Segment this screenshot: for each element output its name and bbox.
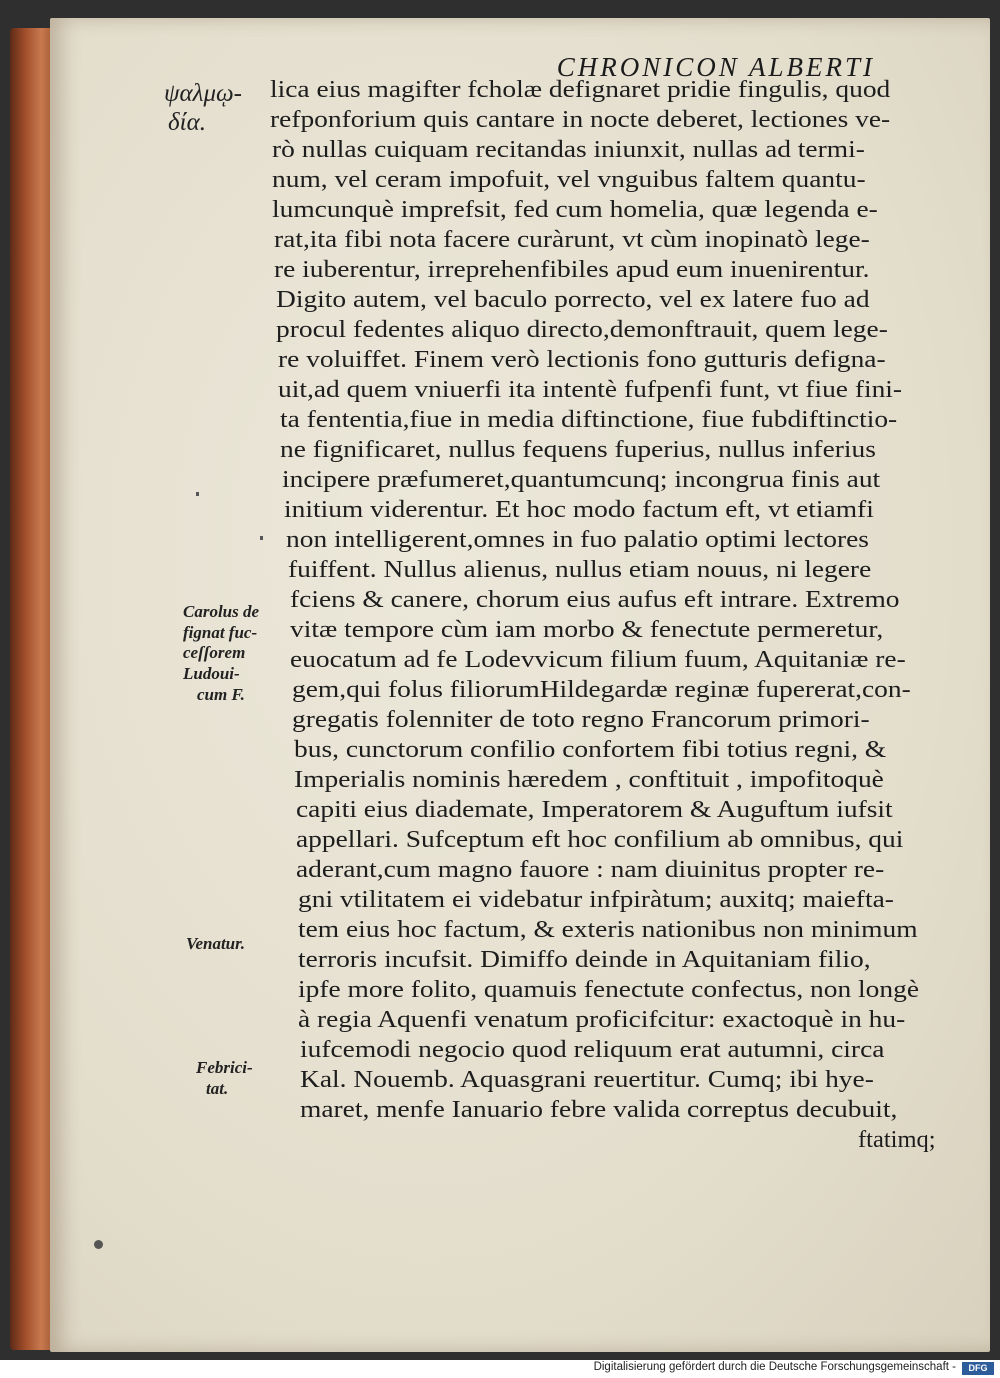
text-line: terroris incufsit. Dimiffo deinde in Aquitaniam filio, — [298, 946, 871, 973]
margin-note-carolus — [183, 602, 259, 706]
text-line: maret, menfe Ianuario febre valida correptus decubuit, — [300, 1096, 898, 1123]
text-line: à regia Aquenfi venatum proficifcitur: exactoquè in hu- — [298, 1006, 906, 1033]
text-line: re voluiffet. Finem verò lectionis fono gutturis defigna- — [278, 346, 886, 373]
ink-mark — [196, 492, 199, 496]
text-line: non intelligerent,omnes in fuo palatio optimi lectores — [286, 526, 869, 553]
text-line: bus, cunctorum confilio confortem fibi totius regni, & — [294, 736, 887, 763]
dfg-logo: DFG — [962, 1362, 994, 1375]
margin-note-greek — [164, 80, 242, 138]
text-line: initium viderentur. Et hoc modo factum eft, vt etiamfi — [284, 496, 874, 523]
margin-note-line: cum F. — [197, 684, 245, 704]
text-line: incipere præfumeret,quantumcunq; incongrua finis aut — [282, 466, 881, 493]
ink-spot — [94, 1240, 103, 1249]
text-line: ta fententia,fiue in media diftinctione, fiue fubdiftinctio- — [280, 406, 898, 433]
text-line: refponforium quis cantare in nocte deberet, lectiones ve- — [270, 106, 891, 133]
text-line: rò nullas cuiquam recitandas iniunxit, nullas ad termi- — [272, 136, 865, 163]
ink-mark — [260, 536, 263, 540]
margin-note-line: tat. — [206, 1078, 229, 1098]
text-line: iufcemodi negocio quod reliquum erat autumni, circa — [300, 1036, 885, 1063]
margin-note-line: Ludoui- — [183, 664, 240, 684]
text-line: lumcunquè imprefsit, fed cum homelia, quæ legenda e- — [272, 196, 878, 223]
text-line: fciens & canere, chorum eius aufus eft intrare. Extremo — [290, 586, 900, 613]
margin-note-line: ψαλμῳ- — [164, 80, 243, 107]
text-line: gem,qui folus filiorumHildegardæ reginæ fupererat,con- — [292, 676, 911, 703]
text-line: ftatimq; — [858, 1126, 936, 1153]
margin-note-line: Carolus de — [183, 602, 260, 621]
margin-note-febricitat — [196, 1058, 253, 1099]
text-line: appellari. Sufceptum eft hoc confilium ab omnibus, qui — [296, 826, 904, 853]
text-line: lica eius magifter fcholæ defignaret pridie fingulis, quod — [270, 76, 891, 103]
margin-note-line: Febrici- — [196, 1058, 253, 1077]
text-line: rat,ita fibi nota facere curàrunt, vt cùm inopinatò lege- — [274, 226, 870, 253]
text-line: Kal. Nouemb. Aquasgrani reuertitur. Cumq; ibi hye- — [300, 1066, 874, 1093]
text-line: tem eius hoc factum, & exteris nationibus non minimum — [298, 916, 918, 943]
text-line: euocatum ad fe Lodevvicum filium fuum, Aquitaniæ re- — [290, 646, 906, 673]
text-line: uit,ad quem vniuerfi ita intentè fufpenfi funt, vt fiue fini- — [278, 376, 903, 403]
margin-note-line: fignat fuc- — [183, 622, 258, 642]
margin-note-line: ceſſorem — [183, 643, 246, 663]
text-line: re iuberentur, irreprehenfibiles apud eum inuenirentur. — [274, 256, 870, 283]
text-line: capiti eius diademate, Imperatorem & Auguftum iufsit — [296, 796, 893, 823]
text-line: num, vel ceram impofuit, vel vnguibus faltem quantu- — [272, 166, 866, 193]
margin-note-line: Venatur. — [186, 934, 246, 953]
running-head: CHRONICON ALBERTI — [556, 52, 875, 82]
text-line: Digito autem, vel baculo porrecto, vel ex latere fuo ad — [276, 286, 870, 313]
margin-note-line: δία. — [168, 108, 206, 136]
text-line: ne fignificaret, nullus fequens fuperius, nullus inferius — [280, 436, 876, 463]
text-line: aderant,cum magno fauore : nam diuinitus propter re- — [296, 856, 885, 883]
book-page — [50, 18, 990, 1352]
text-line: ipfe more folito, quamuis fenectute confectus, non longè — [298, 976, 920, 1003]
text-line: gregatis folenniter de toto regno Francorum primori- — [292, 706, 870, 733]
text-line: gni vtilitatem ei videbatur infpiràtum; auxitq; maiefta- — [298, 886, 894, 913]
text-line: procul fedentes aliquo directo,demonftrauit, quem lege- — [276, 316, 888, 343]
margin-note-venatur — [186, 934, 245, 955]
footer-credit: Digitalisierung gefördert durch die Deutsche Forschungsgemeinschaft - — [593, 1361, 956, 1373]
footer-bar — [0, 1360, 1000, 1378]
text-line: vitæ tempore cùm iam morbo & fenectute permeretur, — [290, 616, 884, 643]
text-line: fuiffent. Nullus alienus, nullus etiam nouus, ni legere — [288, 556, 872, 583]
text-line: Imperialis nominis hæredem , conftituit , impofitoquè — [294, 766, 884, 793]
